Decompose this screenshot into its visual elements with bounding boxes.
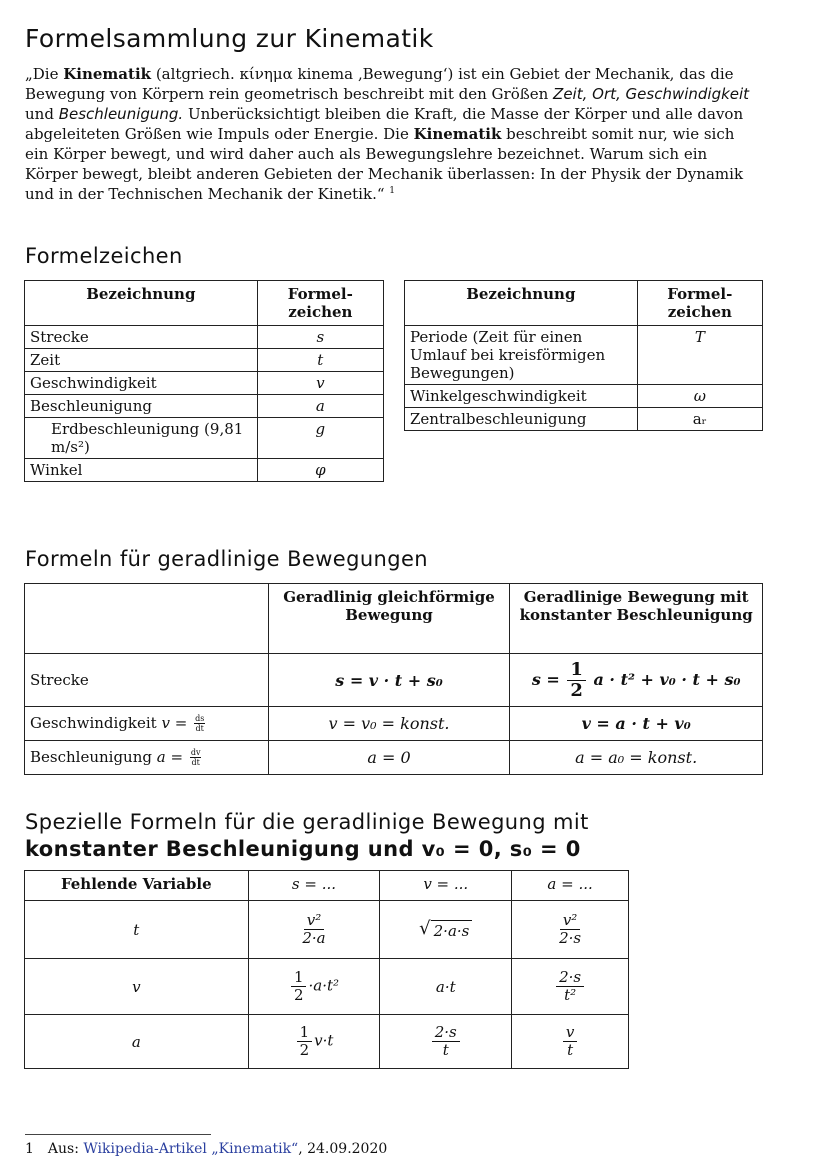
row-label: v <box>25 959 249 1015</box>
denominator: 2·a <box>302 929 326 947</box>
cell-name: Erdbeschleunigung (9,81 m/s²) <box>25 418 258 459</box>
cell-name: Winkel <box>25 459 258 482</box>
formula <box>248 901 380 959</box>
fraction <box>432 1024 460 1059</box>
intro-bold: Kinematik <box>413 125 502 143</box>
formula: a = a₀ = konst. <box>510 741 763 775</box>
numerator: 1 <box>297 1024 313 1042</box>
fraction <box>299 912 328 947</box>
cell-name: Zentralbeschleunigung <box>405 408 638 431</box>
radical-sign: √ <box>419 918 431 939</box>
table-header: a = ... <box>512 871 629 901</box>
table-header: Geradlinig gleichförmige Bewegung <box>268 584 510 654</box>
intro-text: „Die <box>25 65 64 83</box>
cell-symbol: a <box>257 395 383 418</box>
table-header-empty <box>25 584 269 654</box>
formula: v = a · t + v₀ <box>510 707 763 741</box>
table-row <box>25 741 763 775</box>
cell-name: Winkelgeschwindigkeit <box>405 385 638 408</box>
formula-part: v = <box>161 713 188 732</box>
table-row <box>25 395 384 418</box>
intro-italic: Zeit, Ort, Geschwindigkeit <box>553 85 750 103</box>
table-row <box>25 1015 629 1069</box>
cell-symbol: ω <box>637 385 762 408</box>
geradlinig-table <box>24 583 763 775</box>
fraction <box>291 969 307 1004</box>
fraction <box>567 660 586 701</box>
table-header: Fehlende Variable <box>25 871 249 901</box>
denominator: t <box>442 1041 449 1059</box>
speziell-table <box>24 870 629 1069</box>
footnote <box>25 1141 387 1157</box>
numerator: v <box>563 1024 577 1042</box>
table-header: Bezeichnung <box>405 281 638 326</box>
formelzeichen-table-left <box>24 280 384 482</box>
footnote-text: Aus: <box>47 1141 84 1157</box>
intro-bold: Kinematik <box>63 65 152 83</box>
row-label <box>25 707 269 741</box>
denominator: 2·s <box>559 929 582 947</box>
formula: a·t <box>380 959 512 1015</box>
intro-text: (altgriech. κίνημα kinema ‚Bewegung‘) ist ein Gebiet der Mechanik, das die Bewegung von Körpern rein geometrisch beschreibt mit den Größen <box>25 65 734 103</box>
formula <box>512 901 629 959</box>
table-row <box>25 707 763 741</box>
denominator: 2 <box>293 986 304 1004</box>
table-row <box>405 326 763 385</box>
heading-line: Spezielle Formeln für die geradlinige Bewegung mit <box>25 810 589 834</box>
row-label-text: Beschleunigung <box>30 747 152 766</box>
denominator: t <box>567 1041 574 1059</box>
numerator: 2·s <box>432 1024 460 1042</box>
footnote-date: , 24.09.2020 <box>298 1141 388 1157</box>
fraction <box>190 748 202 767</box>
formula: s = v · t + s₀ <box>268 654 510 707</box>
intro-italic: Beschleunigung. <box>58 105 184 123</box>
denominator: dt <box>195 724 204 734</box>
section-heading-geradlinig: Formeln für geradlinige Bewegungen <box>25 547 429 571</box>
table-row <box>25 459 384 482</box>
cell-symbol: s <box>257 326 383 349</box>
formula <box>380 1015 512 1069</box>
cell-symbol: g <box>257 418 383 459</box>
formelzeichen-table-right <box>404 280 763 431</box>
table-header: s = ... <box>248 871 380 901</box>
table-row <box>25 959 629 1015</box>
footnote-divider <box>25 1134 211 1135</box>
intro-text: Unberücksichtigt bleiben die Kraft, die Masse der Körper und alle davon abgeleiteten Größen wie Impuls oder Energie. Die <box>25 105 744 143</box>
table-header: Formel- zeichen <box>637 281 762 326</box>
fraction <box>556 969 584 1004</box>
formula-part: ·a·t² <box>308 976 340 995</box>
row-label: t <box>25 901 249 959</box>
radicand: 2·a·s <box>431 920 473 941</box>
numerator: 1 <box>291 969 307 987</box>
table-header: v = ... <box>380 871 512 901</box>
row-label <box>25 741 269 775</box>
formula: v = v₀ = konst. <box>268 707 510 741</box>
intro-text: und <box>25 105 59 123</box>
cell-symbol: aᵣ <box>637 408 762 431</box>
numerator: v² <box>304 912 325 930</box>
table-header: Geradlinige Bewegung mit konstanter Beschleunigung <box>510 584 763 654</box>
denominator: 2 <box>299 1041 310 1059</box>
table-row <box>25 418 384 459</box>
section-heading-speziell <box>25 809 589 863</box>
numerator: 2·s <box>556 969 584 987</box>
formula-part: a = <box>156 747 184 766</box>
footnote-link[interactable]: Wikipedia-Artikel „Kinematik“ <box>83 1141 299 1157</box>
table-header: Formel- zeichen <box>257 281 383 326</box>
cell-name: Geschwindigkeit <box>25 372 258 395</box>
cell-symbol: v <box>257 372 383 395</box>
cell-name: Beschleunigung <box>25 395 258 418</box>
footnote-number: 1 <box>25 1141 34 1157</box>
cell-name: Strecke <box>25 326 258 349</box>
row-label-text: Geschwindigkeit <box>30 713 157 732</box>
intro-paragraph <box>25 64 760 204</box>
formula-part: v·t <box>314 1031 334 1050</box>
table-row <box>25 901 629 959</box>
table-row <box>405 385 763 408</box>
table-row <box>25 372 384 395</box>
table-row <box>405 408 763 431</box>
formula <box>380 901 512 959</box>
denominator: dt <box>191 758 200 768</box>
row-label: Strecke <box>25 654 269 707</box>
formula <box>510 654 763 707</box>
fraction <box>556 912 584 947</box>
formula <box>512 959 629 1015</box>
cell-name: Periode (Zeit für einen Umlauf bei kreisförmigen Bewegungen) <box>405 326 638 385</box>
denominator: 2 <box>570 679 583 701</box>
denominator: t² <box>564 986 577 1004</box>
table-header: Bezeichnung <box>25 281 258 326</box>
numerator: v² <box>560 912 581 930</box>
section-heading-formelzeichen: Formelzeichen <box>25 244 183 268</box>
formula-part: a · t² + v₀ · t + s₀ <box>593 669 741 689</box>
page-title: Formelsammlung zur Kinematik <box>25 24 434 53</box>
row-label: a <box>25 1015 249 1069</box>
numerator: dv <box>190 748 201 758</box>
cell-symbol: t <box>257 349 383 372</box>
formula <box>248 959 380 1015</box>
table-row <box>25 654 763 707</box>
heading-line: konstanter Beschleunigung und v₀ = 0, s₀ = 0 <box>25 837 581 861</box>
formula <box>512 1015 629 1069</box>
table-row <box>25 349 384 372</box>
formula <box>248 1015 380 1069</box>
square-root <box>419 918 472 941</box>
footnote-ref[interactable]: 1 <box>389 186 396 196</box>
intro-text: beschreibt somit nur, wie sich ein Körper bewegt, und wird daher auch als Bewegungslehre bezeichnet. Warum sich ein Körper bewegt, bleibt anderen Gebieten der Mechanik überlassen: In der Physik der Dynamik und in der Technischen Mechanik der Kinetik.“ <box>25 125 744 203</box>
formula-part: s = <box>531 669 560 689</box>
cell-symbol: φ <box>257 459 383 482</box>
fraction <box>563 1024 577 1059</box>
formula: a = 0 <box>268 741 510 775</box>
fraction <box>194 714 205 733</box>
numerator: 1 <box>567 660 586 681</box>
cell-name: Zeit <box>25 349 258 372</box>
cell-symbol: T <box>637 326 762 385</box>
table-row <box>25 326 384 349</box>
fraction <box>297 1024 313 1059</box>
numerator: ds <box>195 714 205 724</box>
